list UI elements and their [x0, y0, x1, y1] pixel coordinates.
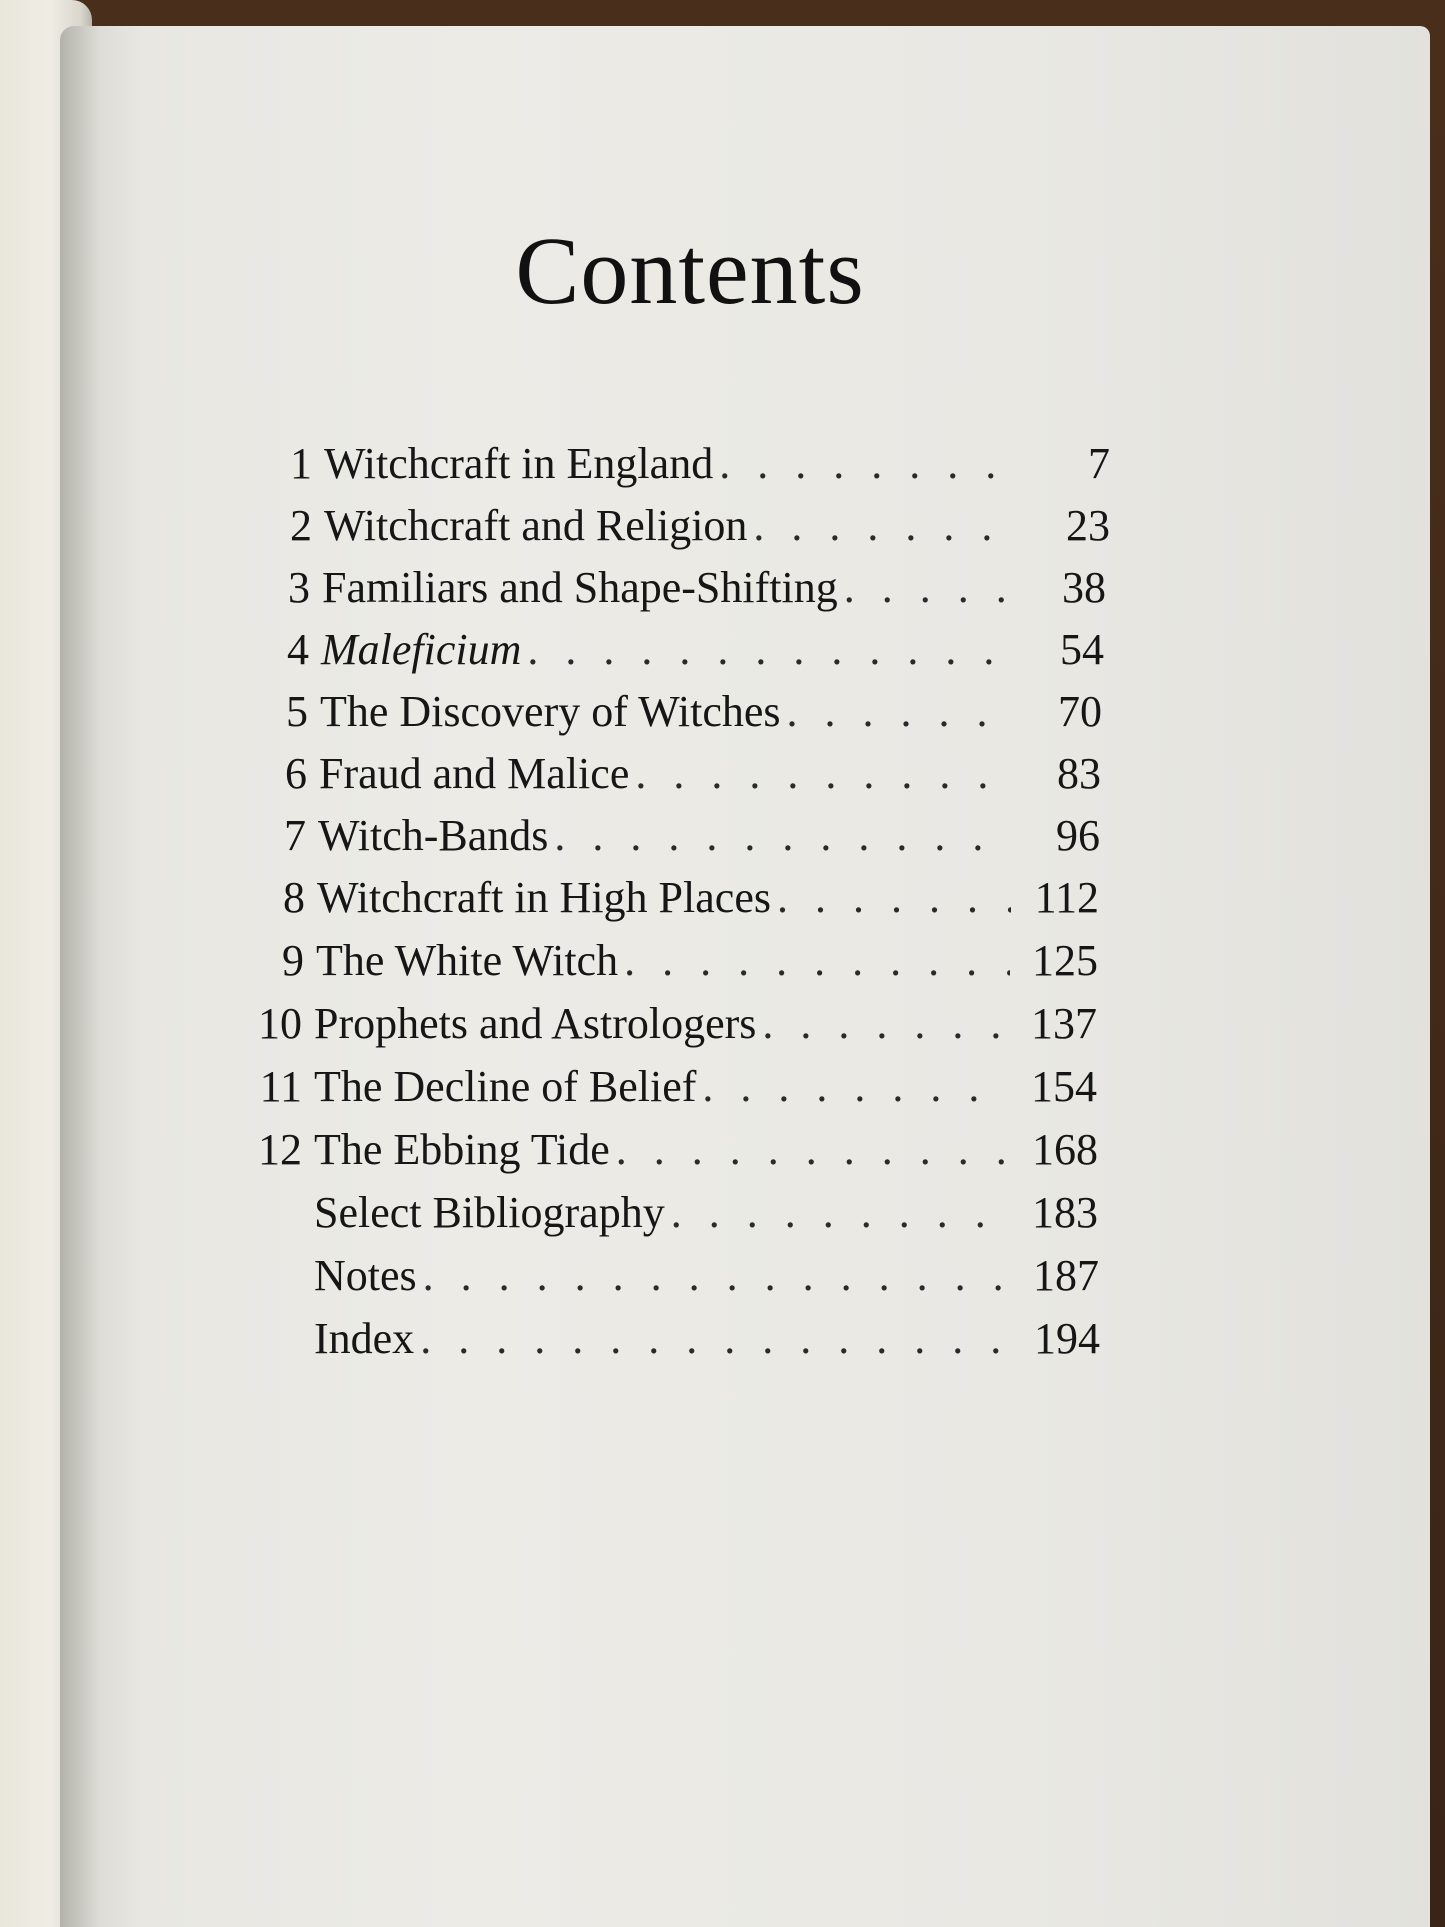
toc-entry	[243, 872, 1099, 932]
toc-entry-title: Prophets and Astrologers	[314, 999, 757, 1048]
toc-entry	[250, 438, 1110, 498]
toc-entry-title: The White Witch	[316, 936, 619, 985]
toc-leader-dots	[629, 748, 1013, 799]
toc-entry-page: 154	[1031, 1062, 1097, 1111]
toc-leader-dots	[610, 1124, 1010, 1175]
toc-leader-dots	[756, 998, 1009, 1049]
toc-leader-dots	[618, 935, 1010, 986]
toc-entry	[248, 562, 1106, 622]
toc-entry-title: Witchcraft in England	[324, 439, 714, 488]
toc-leader-dots	[781, 686, 1015, 737]
toc-entry-title: The Decline of Belief	[314, 1062, 697, 1111]
toc-entry-number: 10	[258, 999, 302, 1048]
toc-entry-page: 83	[1057, 749, 1101, 798]
toc-entry	[245, 748, 1101, 808]
toc-entry	[240, 1313, 1100, 1373]
toc-entry-title: Familiars and Shape-Shifting	[322, 563, 838, 612]
toc-entry	[244, 810, 1100, 870]
toc-entry-title: Select Bibliography	[314, 1188, 665, 1237]
toc-entry-number: 4	[287, 625, 309, 674]
toc-entry-number: 8	[283, 873, 305, 922]
toc-entry-number: 2	[290, 501, 312, 550]
toc-entry-title: The Discovery of Witches	[320, 687, 781, 736]
toc-entry-page: 168	[1032, 1125, 1098, 1174]
toc-entry	[240, 1061, 1097, 1121]
toc-entry-page: 70	[1058, 687, 1102, 736]
toc-leader-dots	[696, 1061, 1009, 1112]
toc-leader-dots	[417, 1250, 1011, 1301]
toc-entry	[242, 935, 1098, 995]
toc-entry-number: 5	[286, 687, 308, 736]
toc-leader-dots	[771, 872, 1011, 923]
toc-entry-number: 11	[259, 1062, 302, 1111]
toc-entry	[240, 998, 1097, 1058]
toc-entry-page: 96	[1056, 811, 1100, 860]
toc-entry	[250, 500, 1110, 560]
toc-entry-number: 1	[290, 439, 312, 488]
toc-entry-number: 6	[285, 749, 307, 798]
toc-entry-page: 187	[1033, 1251, 1099, 1300]
toc-entry-page: 137	[1031, 999, 1097, 1048]
toc-entry-page: 112	[1034, 873, 1099, 922]
toc-entry-title: Index	[314, 1314, 415, 1363]
toc-entry-page: 23	[1066, 501, 1110, 550]
toc-entry-number: 7	[284, 811, 306, 860]
toc-entry-number: 12	[258, 1125, 302, 1174]
toc-entry-title: Maleficium	[321, 625, 522, 674]
toc-entry-page: 183	[1032, 1188, 1098, 1237]
toc-entry-page: 125	[1032, 936, 1098, 985]
toc-entry	[240, 1187, 1098, 1247]
toc-leader-dots	[665, 1187, 1010, 1238]
toc-entry	[247, 624, 1104, 684]
toc-entry	[240, 1250, 1099, 1310]
toc-leader-dots	[838, 562, 1018, 613]
toc-entry-page: 194	[1034, 1314, 1100, 1363]
toc-entry	[240, 1124, 1098, 1184]
page-title: Contents	[515, 217, 865, 324]
toc-leader-dots	[414, 1313, 1012, 1364]
toc-leader-dots	[521, 624, 1016, 675]
toc-entry-title: The Ebbing Tide	[314, 1125, 610, 1174]
toc-entry-title: Fraud and Malice	[319, 749, 630, 798]
toc-entry-title: Witchcraft in High Places	[317, 873, 771, 922]
toc-entry-title: Notes	[314, 1251, 417, 1300]
toc-entry-page: 38	[1062, 563, 1106, 612]
toc-entry-title: Witchcraft and Religion	[324, 501, 748, 550]
toc-entry	[246, 686, 1102, 746]
toc-leader-dots	[548, 810, 1012, 861]
toc-entry-number: 3	[288, 563, 310, 612]
toc-entry-page: 7	[1088, 439, 1110, 488]
toc-leader-dots	[713, 438, 1022, 489]
toc-entry-title: Witch-Bands	[318, 811, 549, 860]
toc-entry-page: 54	[1060, 625, 1104, 674]
toc-leader-dots	[747, 500, 1022, 551]
toc-entry-number: 9	[282, 936, 304, 985]
